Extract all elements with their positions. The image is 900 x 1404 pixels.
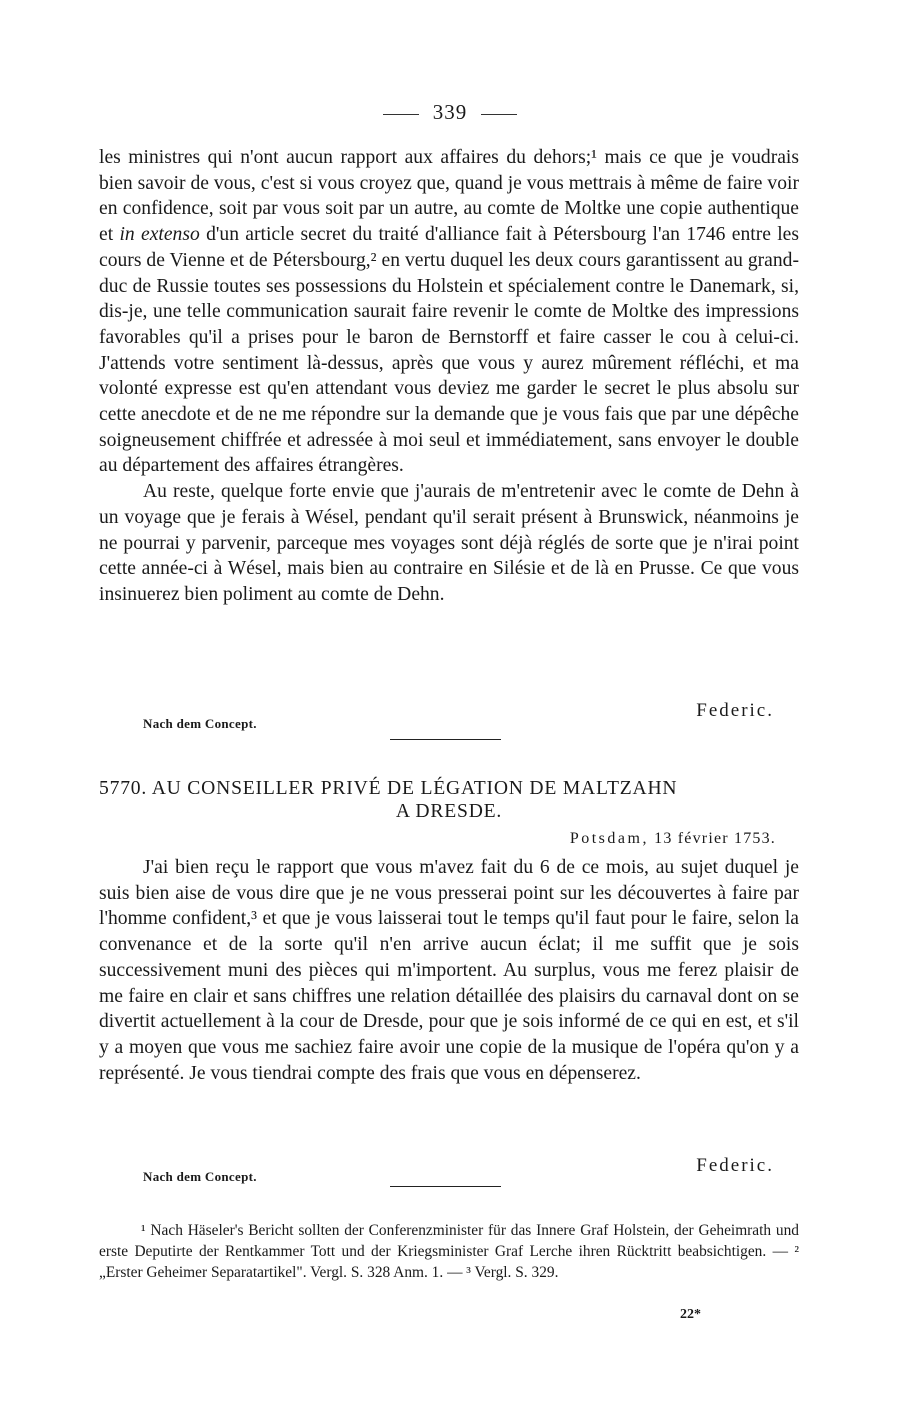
printer-signature-mark: 22* <box>680 1307 701 1322</box>
signature-1: Federic. <box>696 700 774 721</box>
italic-phrase: in extenso <box>119 224 200 246</box>
section1-body <box>99 145 799 608</box>
letter-heading <box>99 777 799 823</box>
date-day: 13 février 1753. <box>654 830 776 847</box>
footnotes <box>99 1220 799 1283</box>
separator-rule-1 <box>390 739 501 740</box>
letter-heading-line1: 5770. AU CONSEILLER PRIVÉ DE LÉGATION DE MALTZAHN <box>99 778 678 799</box>
letter-paragraph: J'ai bien reçu le rapport que vous m'avez fait du 6 de ce mois, au sujet duquel je suis bien aise de vous dire que je ne vous presserai point sur les découvertes à faire par l'homme confident,³ et que je vous laisserai tout le temps qu'il faut pour le faire, selon la convenance et de la sorte qu'il n'en arrive aucun éclat; il me suffit que je sois successivement muni des pièces qui m'importent. Au surplus, vous me ferez plaisir de me faire en clair et sans chiffres une relation détaillée des plaisirs du carnaval dont on se divertit actuellement à la cour de Dresde, pour que je sois informé de ce qui en est, et s'il y a moyen que vous me sachiez faire avoir une copie de la musique de l'opéra qu'on y a représenté. Je vous tiendrai compte des frais que vous en dépenserez. <box>99 857 799 1084</box>
source-note-1: Nach dem Concept. <box>143 716 257 731</box>
page-header <box>0 100 900 125</box>
date-place: Potsdam, <box>569 830 649 847</box>
page-number: 339 <box>432 100 468 124</box>
header-dash-left <box>383 114 419 115</box>
letter-body <box>99 855 799 1086</box>
section1-paragraph2: Au reste, quelque forte envie que j'aurais de m'entretenir avec le comte de Dehn à un voyage que je ferais à Wésel, pendant qu'il serait présent à Brunswick, néanmoins je ne pourrai y parvenir, parceque mes voyages sont déjà réglés de sorte que je n'irai point cette année-ci à Wésel, mais bien au contraire en Silésie et de là en Prusse. Ce que vous insinuerez bien poliment au comte de Dehn. <box>99 481 799 605</box>
header-dash-right <box>481 114 517 115</box>
dateline <box>570 830 776 848</box>
separator-rule-2 <box>390 1186 501 1187</box>
letter-heading-line2: A DRESDE. <box>395 801 503 822</box>
footnote-text: ¹ Nach Häseler's Bericht sollten der Conferenzminister für das Innere Graf Holstein, der Geheimrath und erste Deputirte der Rentkammer Tott und der Kriegsminister Graf Lerche ihren Rücktritt beabsichtigen. — ² „Erster Geheimer Separatartikel". Vergl. S. 328 Anm. 1. — ³ Vergl. S. 329. <box>99 1222 799 1281</box>
signature-2: Federic. <box>696 1155 774 1176</box>
section1-paragraph1: les ministres qui n'ont aucun rapport aux affaires du dehors;¹ mais ce que je voudrais bien savoir de vous, c'est si vous croyez que, quand je vous mettrais à même de faire voir en confidence, soit par vous soit par un autre, au comte de Moltke une copie authentique et in extenso d'un article secret du traité d'alliance fait à Pétersbourg l'an 1746 entre les cours de Vienne et de Pétersbourg,² en vertu duquel les deux cours garantissent au grand-duc de Russie toutes ses possessions du Holstein et spécialement contre le Danemark, si, dis-je, une telle communication saurait faire revenir le comte de Moltke des impressions favorables qu'il a prises pour le baron de Bernstorff et faire casser le cou à celui-ci. J'attends votre sentiment là-dessus, après que vous y aurez mûrement réfléchi, et ma volonté expresse est qu'en attendant vous deviez me garder le secret le plus absolu sur cette anecdote et de ne me répondre sur la demande que je vous fais que par une dépêche soigneusement chiffrée et adressée à moi seul et immédiatement, sans envoyer le double au département des affaires étrangères. <box>99 147 799 477</box>
source-note-2: Nach dem Concept. <box>143 1169 257 1184</box>
